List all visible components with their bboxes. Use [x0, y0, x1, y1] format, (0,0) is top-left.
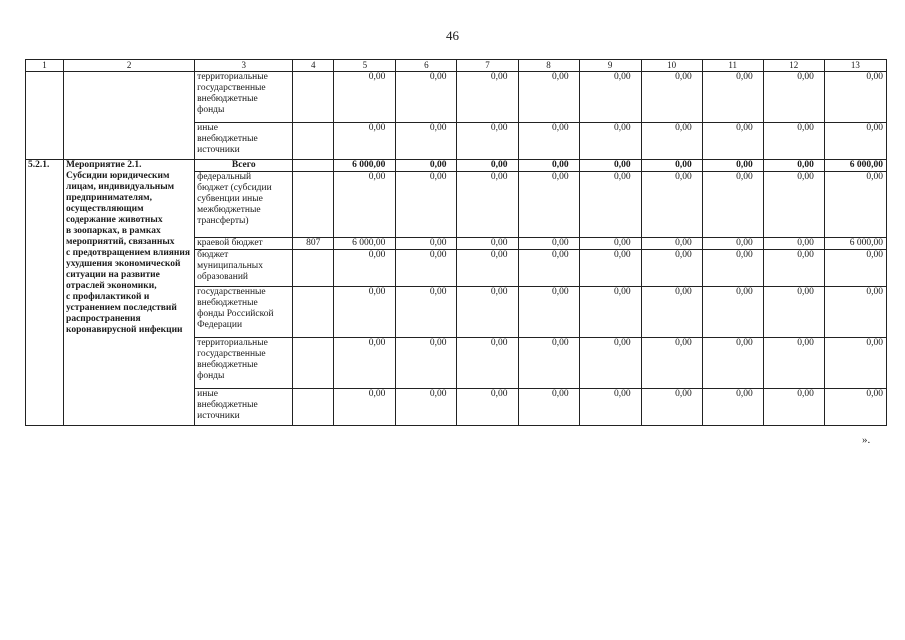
amount-cell-col-5: 0,00 — [334, 172, 396, 238]
amount-cell-col-12: 0,00 — [763, 172, 824, 238]
funding-source-cell: государственные внебюджетные фонды Российской Федерации — [195, 287, 293, 338]
amount-cell-col-8: 0,00 — [518, 172, 579, 238]
column-number-9: 9 — [579, 60, 641, 72]
amount-cell-col-7: 0,00 — [457, 238, 518, 250]
amount-cell-col-6: 0,00 — [396, 238, 457, 250]
amount-cell-col-12: 0,00 — [763, 123, 824, 160]
amount-cell-col-8: 0,00 — [518, 338, 579, 389]
amount-cell-col-13: 0,00 — [824, 250, 886, 287]
amount-cell-col-9: 0,00 — [579, 72, 641, 123]
amount-cell-col-11: 0,00 — [702, 389, 763, 426]
amount-cell-col-13: 0,00 — [824, 72, 886, 123]
amount-cell-col-9: 0,00 — [579, 389, 641, 426]
funding-source-cell: территориальные государственные внебюджетные фонды — [195, 338, 293, 389]
amount-cell-col-12: 0,00 — [763, 72, 824, 123]
table-row — [26, 72, 887, 123]
amount-cell-col-9: 0,00 — [579, 172, 641, 238]
amount-cell-col-12: 0,00 — [763, 287, 824, 338]
amount-cell-col-7: 0,00 — [457, 338, 518, 389]
budget-code-cell — [293, 287, 334, 338]
column-number-4: 4 — [293, 60, 334, 72]
page-number: 46 — [446, 28, 459, 43]
amount-cell-col-10: 0,00 — [641, 160, 702, 172]
amount-cell-col-12: 0,00 — [763, 238, 824, 250]
column-number-8: 8 — [518, 60, 579, 72]
amount-cell-col-11: 0,00 — [702, 287, 763, 338]
budget-code-cell — [293, 389, 334, 426]
funding-source-cell: иные внебюджетные источники — [195, 123, 293, 160]
amount-cell-col-12: 0,00 — [763, 160, 824, 172]
amount-cell-col-13: 6 000,00 — [824, 160, 886, 172]
amount-cell-col-6: 0,00 — [396, 338, 457, 389]
amount-cell-col-13: 0,00 — [824, 172, 886, 238]
budget-code-cell — [293, 172, 334, 238]
column-number-10: 10 — [641, 60, 702, 72]
amount-cell-col-13: 0,00 — [824, 287, 886, 338]
amount-cell-col-8: 0,00 — [518, 238, 579, 250]
amount-cell-col-9: 0,00 — [579, 123, 641, 160]
budget-code-cell — [293, 72, 334, 123]
budget-code-cell — [293, 160, 334, 172]
amount-cell-col-8: 0,00 — [518, 160, 579, 172]
budget-code-cell — [293, 123, 334, 160]
funding-source-cell: территориальные государственные внебюджетные фонды — [195, 72, 293, 123]
column-number-6: 6 — [396, 60, 457, 72]
amount-cell-col-9: 0,00 — [579, 338, 641, 389]
previous-item-number-cell — [26, 72, 64, 160]
amount-cell-col-11: 0,00 — [702, 160, 763, 172]
amount-cell-col-7: 0,00 — [457, 287, 518, 338]
amount-cell-col-11: 0,00 — [702, 123, 763, 160]
amount-cell-col-10: 0,00 — [641, 250, 702, 287]
amount-cell-col-12: 0,00 — [763, 338, 824, 389]
previous-item-description-cell — [64, 72, 195, 160]
column-number-11: 11 — [702, 60, 763, 72]
amount-cell-col-13: 0,00 — [824, 123, 886, 160]
amount-cell-col-7: 0,00 — [457, 250, 518, 287]
amount-cell-col-9: 0,00 — [579, 287, 641, 338]
amount-cell-col-5: 0,00 — [334, 389, 396, 426]
amount-cell-col-5: 6 000,00 — [334, 238, 396, 250]
amount-cell-col-6: 0,00 — [396, 250, 457, 287]
amount-cell-col-6: 0,00 — [396, 172, 457, 238]
amount-cell-col-13: 0,00 — [824, 389, 886, 426]
amount-cell-col-13: 0,00 — [824, 338, 886, 389]
amount-cell-col-11: 0,00 — [702, 172, 763, 238]
amount-cell-col-8: 0,00 — [518, 389, 579, 426]
amount-cell-col-7: 0,00 — [457, 72, 518, 123]
amount-cell-col-10: 0,00 — [641, 238, 702, 250]
amount-cell-col-10: 0,00 — [641, 338, 702, 389]
amount-cell-col-6: 0,00 — [396, 160, 457, 172]
budget-code-cell: 807 — [293, 238, 334, 250]
item-number-cell: 5.2.1. — [26, 160, 64, 426]
amount-cell-col-6: 0,00 — [396, 123, 457, 160]
amount-cell-col-9: 0,00 — [579, 160, 641, 172]
amount-cell-col-6: 0,00 — [396, 72, 457, 123]
column-number-13: 13 — [824, 60, 886, 72]
amount-cell-col-6: 0,00 — [396, 389, 457, 426]
column-number-2: 2 — [64, 60, 195, 72]
funding-source-cell: Всего — [195, 160, 293, 172]
budget-code-cell — [293, 338, 334, 389]
amount-cell-col-10: 0,00 — [641, 389, 702, 426]
funding-source-cell: иные внебюджетные источники — [195, 389, 293, 426]
column-number-3: 3 — [195, 60, 293, 72]
amount-cell-col-8: 0,00 — [518, 250, 579, 287]
amount-cell-col-7: 0,00 — [457, 172, 518, 238]
budget-table — [25, 59, 887, 426]
amount-cell-col-8: 0,00 — [518, 123, 579, 160]
amount-cell-col-12: 0,00 — [763, 389, 824, 426]
funding-source-cell: федеральный бюджет (субсидии субвенции иные межбюджетные трансферты) — [195, 172, 293, 238]
amount-cell-col-11: 0,00 — [702, 250, 763, 287]
amount-cell-col-10: 0,00 — [641, 287, 702, 338]
amount-cell-col-5: 6 000,00 — [334, 160, 396, 172]
amount-cell-col-5: 0,00 — [334, 287, 396, 338]
amount-cell-col-11: 0,00 — [702, 338, 763, 389]
amount-cell-col-11: 0,00 — [702, 238, 763, 250]
funding-source-cell: бюджет муниципальных образований — [195, 250, 293, 287]
column-number-12: 12 — [763, 60, 824, 72]
amount-cell-col-11: 0,00 — [702, 72, 763, 123]
budget-code-cell — [293, 250, 334, 287]
amount-cell-col-10: 0,00 — [641, 72, 702, 123]
amount-cell-col-5: 0,00 — [334, 338, 396, 389]
amount-cell-col-6: 0,00 — [396, 287, 457, 338]
funding-source-cell: краевой бюджет — [195, 238, 293, 250]
column-number-7: 7 — [457, 60, 518, 72]
total-row — [26, 160, 887, 172]
amount-cell-col-10: 0,00 — [641, 172, 702, 238]
event-description-cell: Мероприятие 2.1. Субсидии юридическим лицам, индивидуальным предпринимателям, осуществляющим содержание животных в зоопарках, в рамках мероприятий, связанных с предотвращением влияния ухудшения экономической ситуации на развитие отраслей экономики, с профилактикой и устранением последствий распространения коронавирусной инфекции — [64, 160, 195, 426]
amount-cell-col-7: 0,00 — [457, 389, 518, 426]
amount-cell-col-5: 0,00 — [334, 123, 396, 160]
amount-cell-col-9: 0,00 — [579, 238, 641, 250]
amount-cell-col-5: 0,00 — [334, 250, 396, 287]
column-number-1: 1 — [26, 60, 64, 72]
amount-cell-col-8: 0,00 — [518, 72, 579, 123]
column-number-5: 5 — [334, 60, 396, 72]
amount-cell-col-7: 0,00 — [457, 123, 518, 160]
amount-cell-col-5: 0,00 — [334, 72, 396, 123]
closing-quote-mark: ». — [862, 434, 871, 446]
amount-cell-col-12: 0,00 — [763, 250, 824, 287]
amount-cell-col-10: 0,00 — [641, 123, 702, 160]
column-number-row — [26, 60, 887, 72]
amount-cell-col-8: 0,00 — [518, 287, 579, 338]
amount-cell-col-13: 6 000,00 — [824, 238, 886, 250]
amount-cell-col-7: 0,00 — [457, 160, 518, 172]
amount-cell-col-9: 0,00 — [579, 250, 641, 287]
